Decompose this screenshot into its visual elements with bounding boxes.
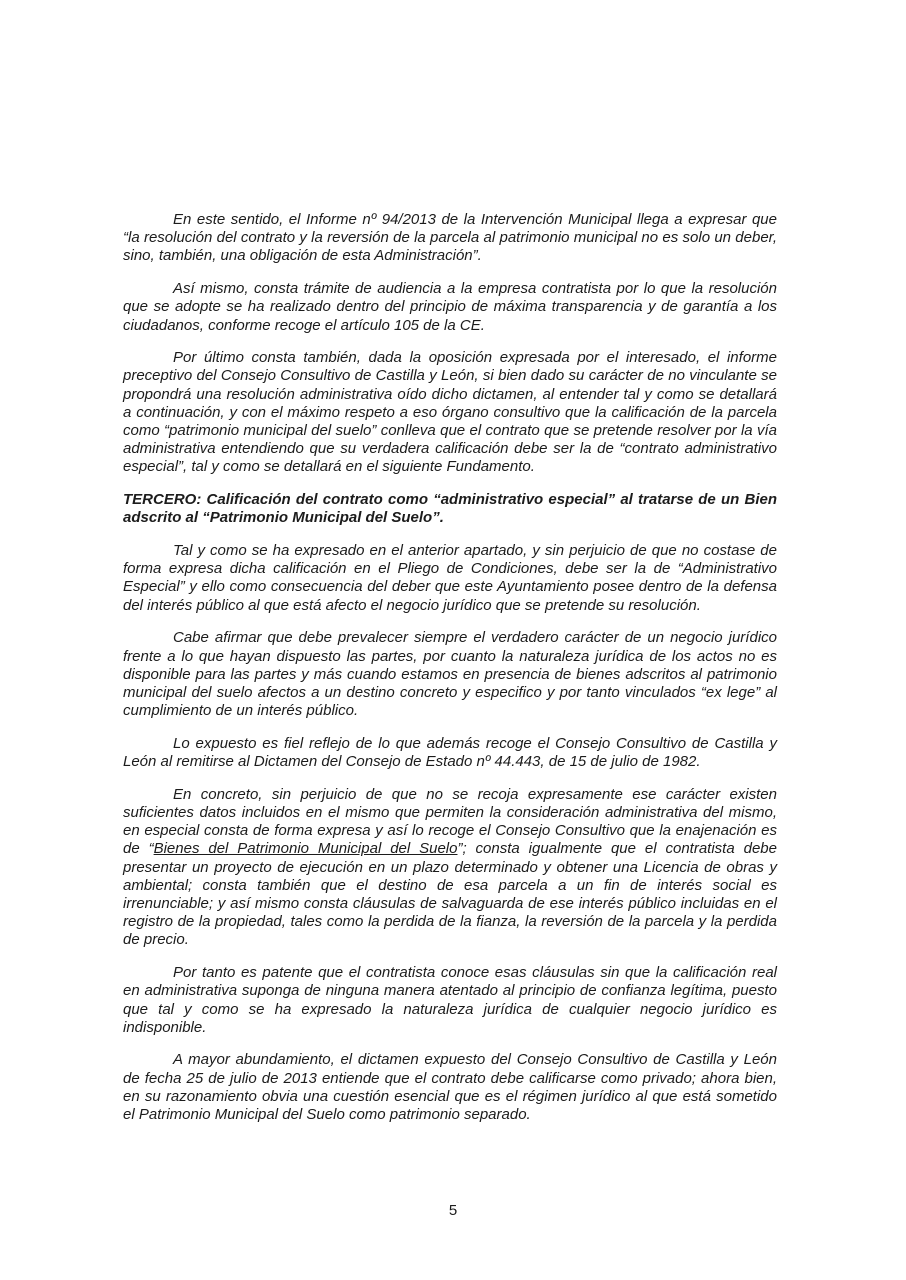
paragraph-text-after: ”; consta igualmente que el contratista debe presentar un proyecto de ejecución en un plazo determinado y obtener una Licencia de obras y ambiental; consta también que el destino de esa parcela a un fin de interés social es irrenunciable; y así mismo consta cláusulas de salvaguarda de ese interés público incluidas en el registro de la propiedad, tales como la perdida de la fianza, la reversión de la parcela y la perdida de precio. bbox=[123, 840, 777, 949]
paragraph-asi-mismo: Así mismo, consta trámite de audiencia a la empresa contratista por lo que la resolución que se adopte se ha realizado dentro del principio de máxima transparencia y de garantía a los ciudadanos, conforme recoge el artículo 105 de la CE. bbox=[123, 280, 777, 334]
paragraph-en-este-sentido: En este sentido, el Informe nº 94/2013 de la Intervención Municipal llega a expresar que “la resolución del contrato y la reversión de la parcela al patrimonio municipal no es solo un deber, sino, también, una obligación de esta Administración”. bbox=[123, 211, 777, 265]
paragraph-tal-y-como: Tal y como se ha expresado en el anterior apartado, y sin perjuicio de que no costase de forma expresa dicha calificación en el Pliego de Condiciones, debe ser la de “Administrativo Especial” y ello como consecuencia del deber que este Ayuntamiento posee dentro de la defensa del interés público al que está afecto el negocio jurídico que se pretende su resolución. bbox=[123, 542, 777, 614]
paragraph-por-tanto: Por tanto es patente que el contratista conoce esas cláusulas sin que la calificación real en administrativa suponga de ninguna manera atentado al principio de confianza legítima, puesto que tal y como se ha expresado la naturaleza jurídica de cualquier negocio jurídico es indisponible. bbox=[123, 964, 777, 1036]
paragraph-cabe-afirmar: Cabe afirmar que debe prevalecer siempre el verdadero carácter de un negocio jurídico frente a lo que hayan dispuesto las partes, por cuanto la naturaleza jurídica de los actos no es disponible para las partes y más cuando estamos en presencia de bienes adscritos al patrimonio municipal del suelo afectos a un destino concreto y especifico y por tanto vinculados “ex lege” al cumplimiento de un interés público. bbox=[123, 629, 777, 720]
document-body bbox=[123, 211, 777, 1139]
page-number: 5 bbox=[448, 1202, 458, 1219]
paragraph-por-ultimo: Por último consta también, dada la oposición expresada por el interesado, el informe preceptivo del Consejo Consultivo de Castilla y León, si bien dado su carácter de no vinculante se propondrá una resolución administrativa oído dicho dictamen, al entender tal y como se detallará a continuación, y con el máximo respeto a eso órgano consultivo que la calificación de la parcela como “patrimonio municipal del suelo” conlleva que el contrato que se pretende resolver por la vía administrativa entendiendo que su verdadera calificación debe ser la de “contrato administrativo especial”, tal y como se detallará en el siguiente Fundamento. bbox=[123, 349, 777, 476]
paragraph-a-mayor-abundamiento: A mayor abundamiento, el dictamen expuesto del Consejo Consultivo de Castilla y León de fecha 25 de julio de 2013 entiende que el contrato debe calificarse como privado; ahora bien, en su razonamiento obvia una cuestión esencial que es el régimen jurídico al que está sometido el Patrimonio Municipal del Suelo como patrimonio separado. bbox=[123, 1051, 777, 1124]
section-heading-tercero: TERCERO: Calificación del contrato como “administrativo especial” al tratarse de un Bien adscrito al “Patrimonio Municipal del Suelo”. bbox=[123, 491, 777, 527]
paragraph-lo-expuesto: Lo expuesto es fiel reflejo de lo que además recoge el Consejo Consultivo de Castilla y León al remitirse al Dictamen del Consejo de Estado nº 44.443, de 15 de julio de 1982. bbox=[123, 734, 777, 771]
underlined-citation: Bienes del Patrimonio Municipal del Suelo bbox=[153, 840, 458, 858]
paragraph-text-before: En concreto, sin perjuicio de que no se recoja expresamente ese carácter existen suficientes datos incluidos en el mismo que permiten la consideración administrativa del mismo, en especial consta de forma expresa y así lo recoge el Consejo Consultivo que la enajenación es de “ bbox=[123, 785, 777, 858]
paragraph-en-concreto bbox=[123, 786, 777, 950]
